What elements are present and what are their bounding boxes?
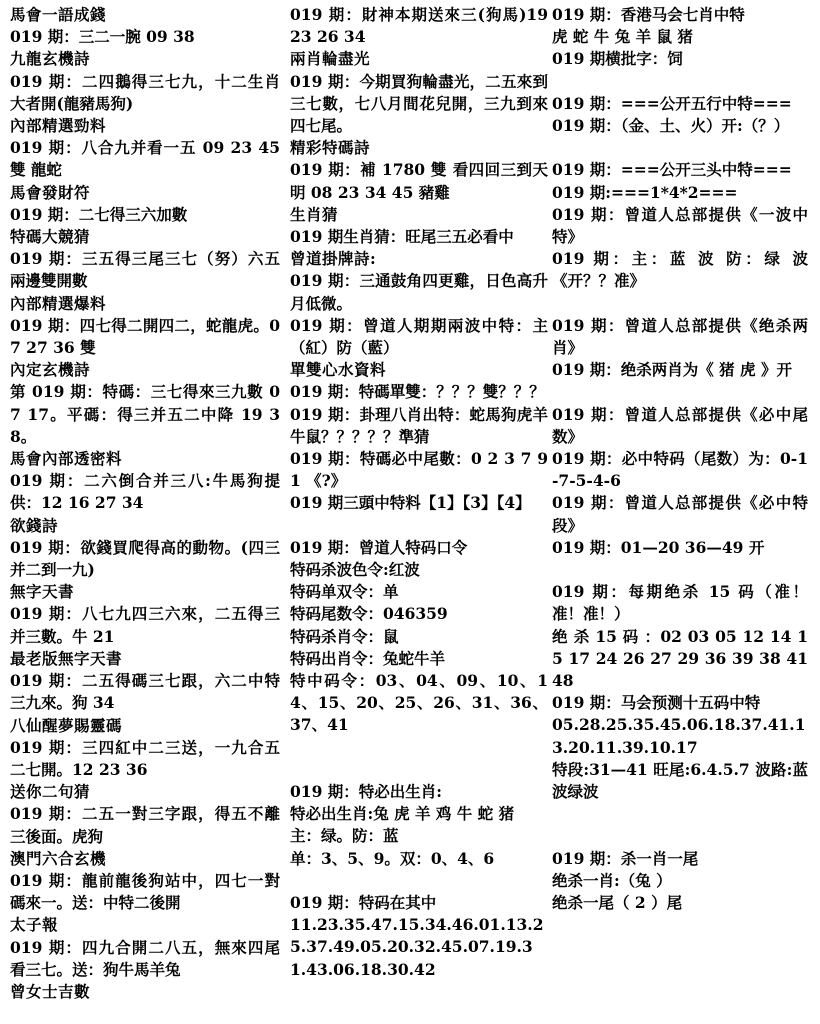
spacer bbox=[552, 381, 808, 403]
text-line: 019 期：特码在其中 bbox=[290, 893, 437, 913]
section-heading: 單雙心水資料 bbox=[290, 360, 387, 380]
text-line: 019 期横批字：饲 bbox=[552, 49, 683, 69]
section-heading: 送你二句猜 bbox=[10, 782, 91, 802]
text-line: 019 期：補 1780 雙 看四回三到天明 08 23 34 45 豬雞 bbox=[290, 160, 548, 202]
column-right bbox=[552, 4, 814, 914]
text-line: 特码杀波色令:红波 bbox=[290, 560, 420, 580]
text-line: 019 期：曾道人期期兩波中特：主（紅）防（藍） bbox=[290, 315, 548, 358]
text-line: 特码出肖令：兔蛇牛羊 bbox=[290, 648, 446, 668]
text-line: 019 期：01—20 36—49 开 bbox=[552, 537, 765, 557]
text-line: 019 期：特必出生肖: bbox=[290, 782, 442, 802]
text-line: 019 期：绝杀两肖为《 猪 虎 》开 bbox=[552, 360, 792, 380]
text-line: 019 期：二五得碼三七跟，六二中特三九來。狗 34 bbox=[10, 671, 280, 713]
spacer bbox=[552, 825, 808, 847]
text-line: 019 期：特碼必中尾數：0 2 3 7 9 1 《?》 bbox=[290, 449, 554, 491]
section-heading: 兩肖輪盡光 bbox=[290, 49, 371, 69]
text-line: 11.23.35.47.15.34.46.01.13.25.37.49.05.20.32.45.07.19.31.43.06.18.30.42 bbox=[290, 915, 544, 979]
text-line: 019 期：马会预测十五码中特 bbox=[552, 693, 761, 713]
section-heading: 內定玄機詩 bbox=[10, 360, 91, 380]
text-line: 019 期：三二一腕 09 38 bbox=[10, 27, 195, 47]
spacer bbox=[552, 559, 808, 581]
section-heading: 馬會一語成錢 bbox=[10, 5, 107, 24]
text-line: 019 期：二七得三六加數 bbox=[10, 204, 188, 224]
section-heading: 精彩特碼詩 bbox=[290, 138, 371, 158]
text-line: 绝 杀 15 码 ：02 03 05 12 14 15 17 24 26 27 29 36 39 38 41 48 bbox=[552, 626, 814, 691]
text-line: 虎 蛇 牛 兔 羊 鼠 猪 bbox=[552, 27, 693, 47]
spacer bbox=[552, 137, 808, 159]
text-line: 主：绿。防：蓝 bbox=[290, 826, 399, 846]
text-line: 019 期：卦理八肖出特：蛇馬狗虎羊牛鼠？？？？？準猜 bbox=[290, 404, 548, 446]
section-heading: 太子報 bbox=[10, 915, 59, 935]
spacer bbox=[290, 515, 548, 537]
text-line: 特码杀肖令：鼠 bbox=[290, 626, 399, 646]
text-line: 019 期：二五一對三字跟，得五不離三後面。虎狗 bbox=[10, 804, 280, 846]
text-line: 019 期：二四鵝得三七九，十二生肖大者開(龍豬馬狗) bbox=[10, 71, 280, 113]
column-left bbox=[10, 4, 286, 1003]
text-line: 019 期：===公开五行中特=== bbox=[552, 93, 792, 113]
text-line: 019 期：曾道人总部提供《一波中特》 bbox=[552, 204, 808, 246]
text-line: 019 期：（金、土、火）开:（？） bbox=[552, 116, 790, 135]
spacer bbox=[290, 759, 548, 781]
spacer bbox=[290, 870, 548, 892]
section-heading: 生肖猜 bbox=[290, 204, 339, 224]
section-heading: 馬會內部透密料 bbox=[10, 449, 123, 469]
text-line: 019 期：龍前龍後狗站中，四七一對碼來一。送：中特二後開 bbox=[10, 870, 280, 913]
spacer bbox=[552, 293, 808, 315]
section-heading: 曾女士吉數 bbox=[10, 981, 91, 1001]
section-heading: 內部精選爆料 bbox=[10, 293, 107, 313]
text-line: 019 期：曾道人总部提供《必中尾数》 bbox=[552, 404, 808, 446]
spacer bbox=[290, 737, 548, 759]
section-heading: 澳門六合玄機 bbox=[10, 848, 107, 868]
section-heading: 無字天書 bbox=[10, 582, 75, 602]
text-line: 019 期：香港马会七肖中特 bbox=[552, 5, 745, 24]
text-line: 05.28.25.35.45.06.18.37.41.13.20.11.39.10.17 bbox=[552, 715, 806, 757]
text-line: 019 期：===公开三头中特=== bbox=[552, 160, 792, 180]
text-line: 绝杀一肖:（兔 ） bbox=[552, 870, 672, 890]
text-line: 019 期：特碼單雙：？？？雙？？？ bbox=[290, 382, 545, 402]
text-line: 019 期：曾道人总部提供《绝杀两肖》 bbox=[552, 315, 808, 357]
text-line: 019 期：今期買狗輪盡光，二五來到三七數，七八月間花兒開，三九到來四七尾。 bbox=[290, 71, 548, 136]
text-line: 019 期：四七得二開四二，蛇龍虎。07 27 36 雙 bbox=[10, 315, 280, 358]
text-line: 019 期：必中特码（尾数）为：0-1-7-5-4-6 bbox=[552, 449, 808, 491]
section-heading: 九龍玄機詩 bbox=[10, 49, 91, 69]
spacer bbox=[552, 71, 808, 93]
text-line: 019 期：四九合開二八五，無來四尾看三七。送：狗牛馬羊兔 bbox=[10, 937, 280, 979]
section-heading: 欲錢詩 bbox=[10, 515, 59, 535]
text-line: 019 期：財神本期送來三(狗馬)19 23 26 34 bbox=[290, 5, 554, 47]
text-line: 特必出生肖:兔 虎 羊 鸡 牛 蛇 猪 bbox=[290, 804, 515, 824]
text-line: 特码单双令：单 bbox=[290, 582, 399, 602]
text-line: 019 期：八七九四三六來，二五得三并三數。牛 21 bbox=[10, 604, 280, 646]
text-line: 019 期：欲錢買爬得高的動物。(四三并二到一九) bbox=[10, 537, 280, 580]
text-line: 019 期:===1*4*2=== bbox=[552, 182, 738, 202]
text-line: 019 期：三通鼓角四更雞，日色高升月低微。 bbox=[290, 271, 548, 313]
section-heading: 內部精選勁料 bbox=[10, 116, 107, 136]
text-line: 019 期：三五得三尾三七（努）六五兩邊雙開數 bbox=[10, 249, 280, 291]
text-line: 019 期：每期绝杀 15 码（准！准！准！） bbox=[552, 582, 808, 624]
section-heading: 曾道掛牌詩: bbox=[290, 249, 377, 269]
section-heading: 馬會發財符 bbox=[10, 182, 91, 202]
text-line: 019 期：二六倒合并三八:牛馬狗提供：12 16 27 34 bbox=[10, 471, 280, 513]
section-heading: 最老版無字天書 bbox=[10, 648, 123, 668]
text-line: 019 期：曾道人特码口令 bbox=[290, 537, 468, 557]
text-line: 特中码令：03、04、09、10、14、15、20、25、26、31、36、37、41 bbox=[290, 671, 548, 735]
text-line: 019 期：曾道人总部提供《必中特段》 bbox=[552, 493, 808, 535]
section-heading: 八仙醒夢賜靈碼 bbox=[10, 715, 123, 735]
text-line: 绝杀一尾（ 2 ）尾 bbox=[552, 893, 683, 913]
text-line: 019 期：三四紅中二三送，一九合五二七開。12 23 36 bbox=[10, 737, 280, 779]
text-line: 019 期：八合九并看一五 09 23 45 雙 龍蛇 bbox=[10, 138, 286, 180]
text-line: 019 期生肖猜：旺尾三五必看中 bbox=[290, 227, 514, 247]
text-line: 单：3、5、9。双：0、4、6 bbox=[290, 848, 495, 868]
text-line: 特码尾数令：046359 bbox=[290, 604, 448, 624]
text-line: 019 期三頭中特料【1】【3】【4】 bbox=[290, 493, 531, 513]
section-heading: 特碼大競猜 bbox=[10, 227, 91, 247]
spacer bbox=[552, 803, 808, 825]
text-line: 第 019 期：特碼：三七得來三九數 07 17。平碼：得三并五二中降 19 38。 bbox=[10, 382, 280, 446]
text-line: 019 期：主：蓝 波 防：绿 波《开？？准》 bbox=[552, 249, 808, 291]
column-middle bbox=[290, 4, 554, 981]
text-line: 019 期：杀一肖一尾 bbox=[552, 848, 699, 868]
text-line: 特段:31—41 旺尾:6.4.5.7 波路:蓝波绿波 bbox=[552, 759, 808, 802]
